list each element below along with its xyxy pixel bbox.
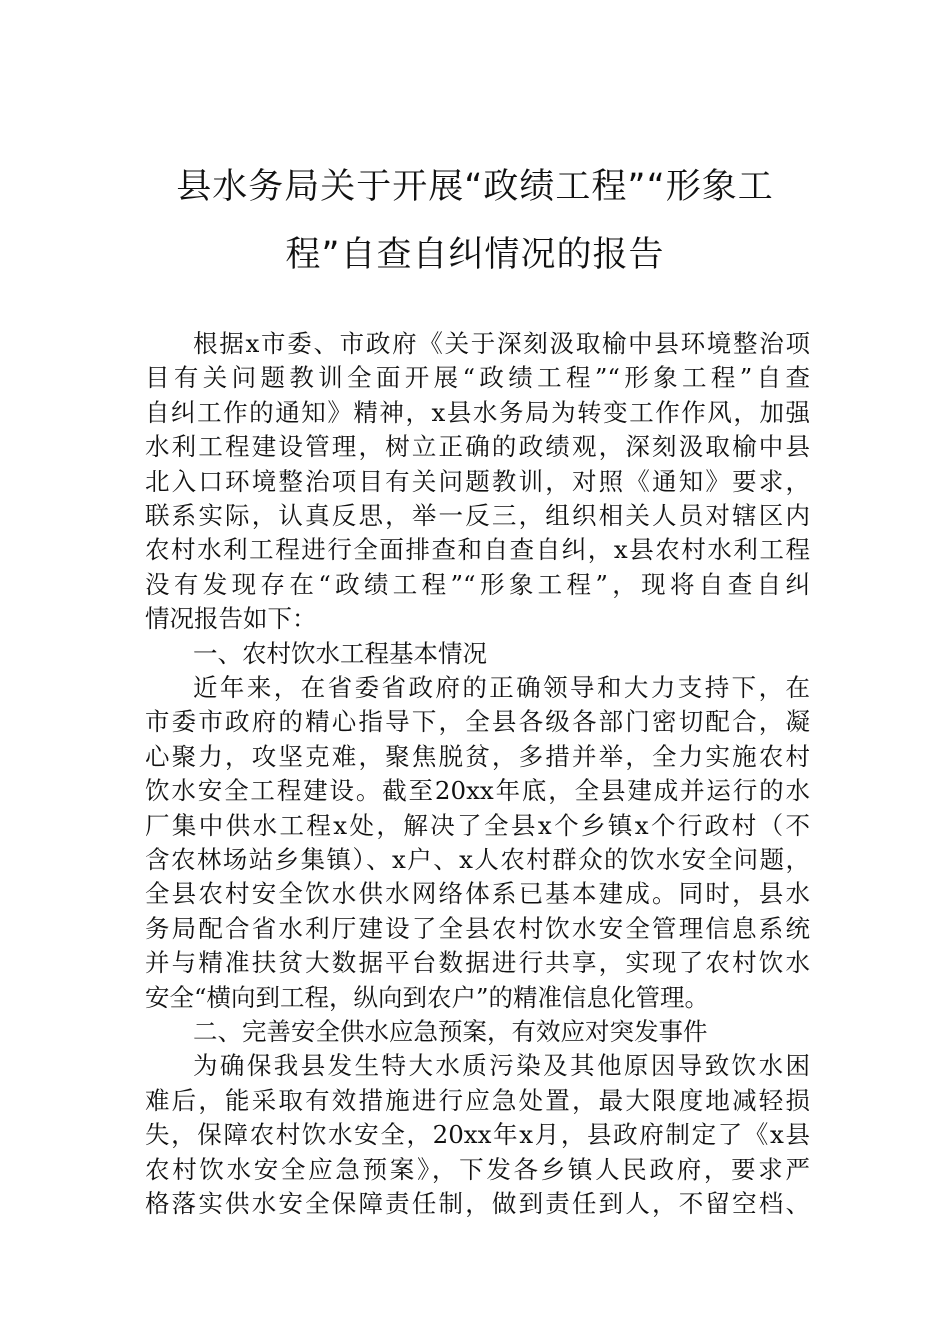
paragraph-line: 市委市政府的精心指导下，全县各级各部门密切配合，凝 <box>145 707 810 737</box>
paragraph-line: 务局配合省水利厅建设了全县农村饮水安全管理信息系统 <box>145 913 810 943</box>
paragraph-line: 并与精准扶贫大数据平台数据进行共享，实现了农村饮水 <box>145 948 810 978</box>
document-title-line-1: 县水务局关于开展“政绩工程”“形象工 <box>176 167 774 207</box>
paragraph-line: 农村水利工程进行全面排查和自查自纠，x县农村水利工程 <box>145 535 810 565</box>
paragraph-line: 饮水安全工程建设。截至20xx年底，全县建成并运行的水 <box>145 776 810 806</box>
paragraph-line: 难后，能采取有效措施进行应急处置，最大限度地减轻损 <box>145 1085 810 1115</box>
paragraph-line: 心聚力，攻坚克难，聚焦脱贫，多措并举，全力实施农村 <box>145 741 810 771</box>
section-heading: 二、完善安全供水应急预案，有效应对突发事件 <box>193 1017 708 1046</box>
section-heading: 一、农村饮水工程基本情况 <box>193 638 487 668</box>
paragraph-line: 联系实际，认真反思，举一反三，组织相关人员对辖区内 <box>145 501 810 530</box>
paragraph-line: 没有发现存在“政绩工程”“形象工程”，现将自查自纠 <box>145 569 810 599</box>
paragraph-line: 目有关问题教训全面开展“政绩工程”“形象工程”自查 <box>145 363 810 393</box>
paragraph-line: 情况报告如下： <box>145 604 317 634</box>
paragraph-line: 水利工程建设管理，树立正确的政绩观，深刻汲取榆中县 <box>145 432 810 462</box>
paragraph-line: 格落实供水安全保障责任制，做到责任到人，不留空档、 <box>145 1189 810 1218</box>
paragraph-line: 近年来，在省委省政府的正确领导和大力支持下，在 <box>193 673 810 702</box>
document-title-line-2: 程”自查自纠情况的报告 <box>285 235 665 275</box>
paragraph-line: 失，保障农村饮水安全，20xx年x月，县政府制定了《x县 <box>145 1120 810 1150</box>
paragraph-line: 根据x市委、市政府《关于深刻汲取榆中县环境整治项 <box>193 329 810 358</box>
paragraph-line: 北入口环境整治项目有关问题教训，对照《通知》要求， <box>145 466 810 496</box>
paragraph-line: 全县农村安全饮水供水网络体系已基本建成。同时，县水 <box>145 879 810 909</box>
paragraph-line: 农村饮水安全应急预案》，下发各乡镇人民政府，要求严 <box>145 1154 810 1184</box>
paragraph-line: 含农林场站乡集镇）、x户、x人农村群众的饮水安全问题， <box>145 845 810 874</box>
paragraph-line: 安全“横向到工程，纵向到农户”的精准信息化管理。 <box>145 982 710 1012</box>
paragraph-line: 自纠工作的通知》精神，x县水务局为转变工作作风，加强 <box>145 397 810 427</box>
paragraph-line: 为确保我县发生特大水质污染及其他原因导致饮水困 <box>193 1051 810 1081</box>
paragraph-line: 厂集中供水工程x处，解决了全县x个乡镇x个行政村（不 <box>145 810 810 840</box>
